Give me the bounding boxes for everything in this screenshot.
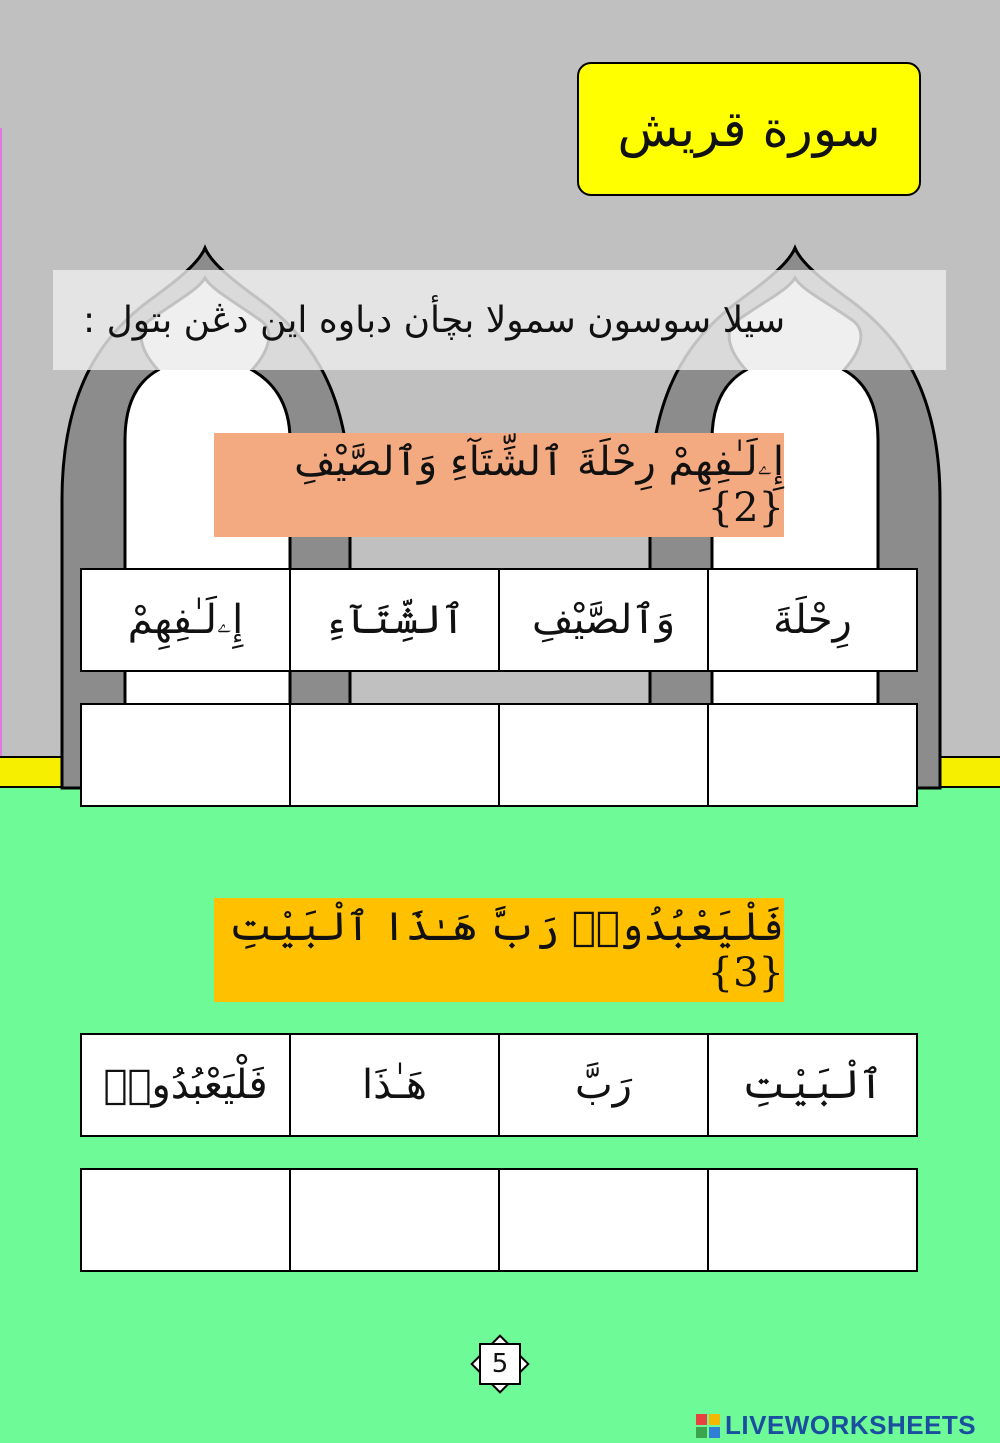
liveworksheets-logo-icon [695,1413,721,1439]
verse-3-word-3[interactable]: هَـٰذَا [289,1035,498,1135]
verse-3-drop-zone-3[interactable] [289,1170,498,1270]
page-number: 5 [491,1349,509,1379]
verse-2-text: إِۦلَـٰفِهِمْ رِحْلَةَ ٱلشِّتَآءِ وَٱلصَّيْفِ {2} [214,433,784,537]
verse-3-word-1[interactable]: ٱلْبَيْتِ [707,1035,916,1135]
verse-3-drop-zone-2[interactable] [498,1170,707,1270]
verse-2-drop-zone-4[interactable] [82,705,289,805]
brand-text: LIVEWORKSHEETS [725,1410,977,1440]
liveworksheets-brand [695,1410,976,1441]
verse-2-word-3[interactable]: ٱلشِّتَآءِ [289,570,498,670]
surah-title: سورة قريش [577,62,921,196]
verse-2-answer-row [80,703,918,807]
verse-2-drop-zone-2[interactable] [498,705,707,805]
verse-2-drop-zone-3[interactable] [289,705,498,805]
verse-2-drop-zone-1[interactable] [707,705,916,805]
verse-3-word-2[interactable]: رَبَّ [498,1035,707,1135]
verse-3-word-row [80,1033,918,1137]
verse-2-word-1[interactable]: رِحْلَةَ [707,570,916,670]
verse-3-text: فَلْيَعْبُدُوا۟ رَبَّ هَـٰذَا ٱلْبَيْتِ {3} [214,898,784,1002]
verse-2-word-2[interactable]: وَٱلصَّيْفِ [498,570,707,670]
verse-2-word-4[interactable]: إِۦلَـٰفِهِمْ [127,597,244,643]
verse-3-drop-zone-4[interactable] [82,1170,289,1270]
instruction-text: سيلا سوسون سمولا بچأن دباوه اين دڠن بتول : [53,270,946,370]
verse-3-answer-row [80,1168,918,1272]
verse-2-word-row [80,568,918,672]
verse-3-word-4[interactable]: فَلْيَعْبُدُوا۟ [103,1062,268,1108]
verse-3-drop-zone-1[interactable] [707,1170,916,1270]
